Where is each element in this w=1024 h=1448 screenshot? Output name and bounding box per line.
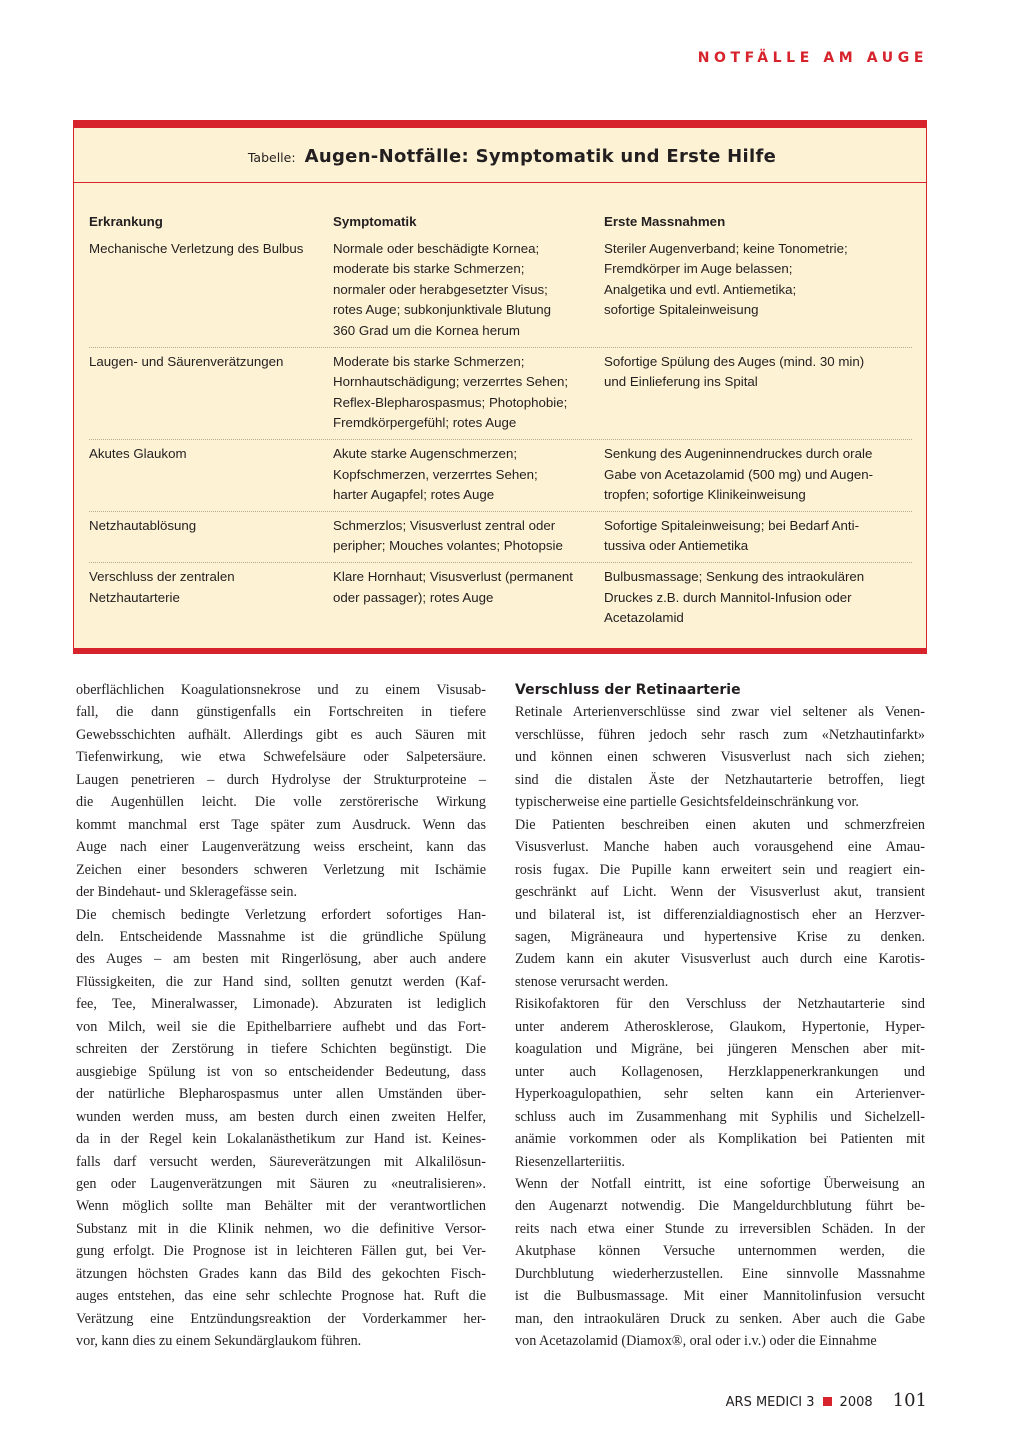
body-text-line: typischerweise eine partielle Gesichtsfeldeinschränkung vor. xyxy=(515,794,859,811)
body-text-line: stenose verursacht werden. xyxy=(515,973,669,990)
body-text-line: Zeichen einer besonders schweren Verletzung mit Ischämie xyxy=(76,861,486,878)
table-bottom-bar xyxy=(73,648,927,654)
body-text-line: schreiten der Zerstörung in tiefere Schichten begünstigt. Die xyxy=(76,1041,486,1058)
cell-line: Bulbusmassage; Senkung des intraokulären xyxy=(604,568,865,584)
running-head: NOTFÄLLE AM AUGE xyxy=(697,50,928,66)
cell-line: Senkung des Augeninnendruckes durch orale xyxy=(604,445,873,461)
table-cell xyxy=(333,567,604,629)
table-title xyxy=(0,146,1024,167)
table-row-bulbus-verletzung xyxy=(89,235,912,348)
body-text-line: der Bindehaut- und Skleragefässe sein. xyxy=(76,884,298,901)
body-text-line: deln. Entscheidende Massnahme ist die gründliche Spülung xyxy=(76,928,486,945)
body-text-line: die Augenhüllen leicht. Die volle zerstörerische Wirkung xyxy=(76,794,486,811)
cell-line: sofortige Spitaleinweisung xyxy=(604,302,759,318)
body-text-line: sind die distalen Äste der Netzhautarterie betroffen, liegt xyxy=(515,771,925,788)
journal-name: ARS MEDICI 3 xyxy=(725,1395,815,1410)
cell-line: Analgetika und evtl. Antiemetika; xyxy=(604,281,797,297)
cell-line: oder passager); rotes Auge xyxy=(333,589,494,605)
table-cell xyxy=(604,567,912,629)
table-cell xyxy=(333,516,604,557)
table-cell xyxy=(604,239,912,342)
body-text-line: oberflächlichen Koagulationsnekrose und zu einem Visusab- xyxy=(76,682,486,698)
cell-line: Acetazolamid xyxy=(604,610,684,626)
body-text-line: wunden werden muss, am besten durch einen zweiten Helfer, xyxy=(76,1108,486,1125)
body-text-line: Wenn möglich sollte man Behälter mit der verantwortlichen xyxy=(76,1198,486,1215)
cell-line: tropfen; sofortige Klinikeinweisung xyxy=(604,487,806,503)
body-text-line: verschlüsse, führen jedoch sehr rasch zum «Netzhautinfarkt» xyxy=(515,726,925,743)
body-text-line: ist die Bulbusmassage. Mit einer Mannitolinfusion versucht xyxy=(515,1288,925,1305)
footer-square-icon xyxy=(823,1397,832,1406)
body-text-line: Risikofaktoren für den Verschluss der Netzhautarterie sind xyxy=(515,996,925,1013)
body-text-line: der natürliche Blepharospasmus unter allen Umständen über- xyxy=(76,1086,486,1103)
table-cell xyxy=(89,516,333,557)
body-text-line: und bilateral ist, ist differenzialdiagnostisch eher an Herzver- xyxy=(515,906,925,923)
table-label: Tabelle: xyxy=(247,150,296,165)
table-row-veraetzung xyxy=(89,348,912,440)
left-column xyxy=(76,679,486,1353)
cell-line: Sofortige Spitaleinweisung; bei Bedarf Anti- xyxy=(604,517,860,533)
cell-line: Akutes Glaukom xyxy=(89,445,187,461)
header-symptomatik: Symptomatik xyxy=(333,214,417,229)
table-row-glaukom xyxy=(89,440,912,512)
body-text-line: den Augenarzt notwendig. Die Mangeldurchblutung führt be- xyxy=(515,1198,925,1215)
cell-line: Netzhautarterie xyxy=(89,589,180,605)
body-text-line: Gewebsschichten aufhält. Allerdings gibt es auch Säuren mit xyxy=(76,726,486,743)
cell-line: Mechanische Verletzung des Bulbus xyxy=(89,240,304,256)
body-text-line: und können einen schweren Visusverlust nach sich ziehen; xyxy=(515,749,925,766)
body-text-line: Retinale Arterienverschlüsse sind zwar viel seltener als Venen- xyxy=(515,704,925,721)
body-text-line: Die chemisch bedingte Verletzung erfordert sofortiges Han- xyxy=(76,906,486,923)
page-number: 101 xyxy=(892,1390,927,1411)
cell-line: Reflex-Blepharospasmus; Photophobie; xyxy=(333,394,568,410)
cell-line: Kopfschmerzen, verzerrtes Sehen; xyxy=(333,466,538,482)
body-text-line: Riesenzellarteriitis. xyxy=(515,1153,625,1170)
body-text-line: fall, die dann günstigenfalls ein Fortschreiten in tiefere xyxy=(76,704,486,721)
right-column xyxy=(515,679,925,1353)
cell-line: Schmerzlos; Visusverlust zentral oder xyxy=(333,517,556,533)
header-massnahmen: Erste Massnahmen xyxy=(604,214,726,229)
section-heading: Verschluss der Retinaarterie xyxy=(515,682,741,698)
cell-line: 360 Grad um die Kornea herum xyxy=(333,322,521,338)
journal-year: 2008 xyxy=(839,1395,873,1410)
table-cell xyxy=(604,516,912,557)
header-erkrankung: Erkrankung xyxy=(89,214,163,229)
body-text-line: Laugen penetrieren – durch Hydrolyse der Strukturproteine – xyxy=(76,771,486,788)
body-text-line: von Acetazolamid (Diamox®, oral oder i.v.) oder die Einnahme xyxy=(515,1333,877,1350)
table-cell xyxy=(89,444,333,506)
cell-line: normaler oder herabgesetzter Visus; xyxy=(333,281,548,297)
cell-line: und Einlieferung ins Spital xyxy=(604,374,758,390)
cell-line: Normale oder beschädigte Kornea; xyxy=(333,240,540,256)
body-text-line: Visusverlust. Manche haben auch vorausgehend eine Amau- xyxy=(515,839,925,856)
body-text-line: Tiefenwirkung, wie etwa Schwefelsäure oder Salpetersäure. xyxy=(76,749,486,766)
body-text-line: Hyperkoagulopathien, sehr selten kann ein Arterienver- xyxy=(515,1086,925,1103)
table-cell xyxy=(333,239,604,342)
table-cell xyxy=(89,567,333,629)
page-footer xyxy=(726,1390,927,1411)
body-text-line: kommt manchmal erst Tage später zum Ausdruck. Wenn das xyxy=(76,816,486,833)
body-text-line: falls darf versucht werden, Säureverätzungen mit Alkalilösun- xyxy=(76,1153,486,1170)
body-text-line: koagulation und Migräne, bei jüngeren Menschen aber mit- xyxy=(515,1041,925,1058)
body-text-line: Verätzung eine Entzündungsreaktion der Vorderkammer her- xyxy=(76,1310,486,1327)
body-text-line: rosis fugax. Die Pupille kann erweitert sein und reagiert ein- xyxy=(515,861,925,878)
cell-line: rotes Auge; subkonjunktivale Blutung xyxy=(333,302,552,318)
cell-line: Laugen- und Säurenverätzungen xyxy=(89,353,284,369)
body-text-line: ätzungen höchsten Grades kann das Bild des gekochten Fisch- xyxy=(76,1265,486,1282)
body-text-line: gen oder Laugenverätzungen mit Säuren zu «neutralisieren». xyxy=(76,1175,486,1192)
cell-line: harter Augapfel; rotes Auge xyxy=(333,487,495,503)
body-text-line: Zudem kann ein akuter Visusverlust auch durch eine Karotis- xyxy=(515,951,925,968)
symptom-table xyxy=(89,208,912,634)
cell-line: Netzhautablösung xyxy=(89,517,197,533)
cell-line: tussiva oder Antiemetika xyxy=(604,538,749,554)
cell-line: Verschluss der zentralen xyxy=(89,568,235,584)
cell-line: Sofortige Spülung des Auges (mind. 30 min) xyxy=(604,353,865,369)
table-cell xyxy=(604,444,912,506)
body-text-line: Auge nach einer Laugenverätzung weiss erscheint, kann das xyxy=(76,839,486,856)
cell-line: Druckes z.B. durch Mannitol-Infusion oder xyxy=(604,589,852,605)
cell-line: Fremdkörper im Auge belassen; xyxy=(604,261,793,277)
cell-line: Gabe von Acetazolamid (500 mg) und Augen- xyxy=(604,466,874,482)
body-text-line: vor, kann dies zu einem Sekundärglaukom führen. xyxy=(76,1333,362,1350)
body-text-line: geschränkt auf Licht. Wenn der Visusverlust akut, transient xyxy=(515,884,925,901)
body-text-line: unter auch Kollagenosen, Herzklappenerkrankungen und xyxy=(515,1063,925,1080)
body-text-line: gung erfolgt. Die Prognose ist in leichteren Fällen gut, bei Ver- xyxy=(76,1243,486,1260)
table-top-bar xyxy=(73,120,927,128)
cell-line: Klare Hornhaut; Visusverlust (permanent xyxy=(333,568,573,584)
cell-line: moderate bis starke Schmerzen; xyxy=(333,261,525,277)
body-text-line: man, den intraokulären Druck zu senken. Aber auch die Gabe xyxy=(515,1310,925,1327)
body-text-line: da in der Regel kein Lokalanästhetikum zur Hand ist. Keines- xyxy=(76,1131,486,1148)
body-text-line: sagen, Migräneaura und hypertensive Krise zu denken. xyxy=(515,928,925,945)
cell-line: Steriler Augenverband; keine Tonometrie; xyxy=(604,240,848,256)
table-cell xyxy=(333,444,604,506)
table-heading: Augen-Notfälle: Symptomatik und Erste Hilfe xyxy=(304,146,777,167)
table-title-rule xyxy=(74,182,927,183)
body-text-line: Die Patienten beschreiben einen akuten und schmerzfreien xyxy=(515,816,925,833)
body-text-line: Substanz mit in die Klinik nehmen, wo die definitive Versor- xyxy=(76,1220,486,1237)
cell-line: peripher; Mouches volantes; Photopsie xyxy=(333,538,563,554)
body-text-line: unter anderem Atherosklerose, Glaukom, Hypertonie, Hyper- xyxy=(515,1018,925,1035)
table-cell xyxy=(333,352,604,434)
body-text-line: anämie vorkommen oder als Komplikation bei Patienten mit xyxy=(515,1131,925,1148)
body-text-line: reits nach etwa einer Stunde zu irreversiblen Schäden. In der xyxy=(515,1220,925,1237)
body-text-line: von Milch, weil sie die Epithelbarriere aufhebt und das Fort- xyxy=(76,1018,486,1035)
table-cell xyxy=(604,352,912,434)
body-text-line: schluss auch im Zusammenhang mit Syphilis und Sichelzell- xyxy=(515,1108,925,1125)
body-text-line: fee, Tee, Mineralwasser, Limonade). Abzuraten ist lediglich xyxy=(76,996,486,1013)
body-text-line: des Auges – am besten mit Ringerlösung, aber auch andere xyxy=(76,951,486,968)
body-text-line: Akutphase können Versuche unternommen werden, die xyxy=(515,1243,925,1260)
table-header-row xyxy=(89,208,912,235)
body-text-line: Wenn der Notfall eintritt, ist eine sofortige Überweisung an xyxy=(515,1175,925,1192)
cell-line: Hornhautschädigung; verzerrtes Sehen; xyxy=(333,374,569,390)
cell-line: Akute starke Augenschmerzen; xyxy=(333,445,518,461)
table-cell xyxy=(89,352,333,434)
body-text-line: Flüssigkeiten, die zur Hand sind, sollten genutzt werden (Kaf- xyxy=(76,973,486,990)
cell-line: Fremdkörpergefühl; rotes Auge xyxy=(333,415,517,431)
body-text-line: auges entstehen, das eine sehr schlechte Prognose hat. Ruft die xyxy=(76,1288,486,1305)
table-row-arterienverschluss xyxy=(89,563,912,634)
cell-line: Moderate bis starke Schmerzen; xyxy=(333,353,525,369)
body-text-line: ausgiebige Spülung ist von so entscheidender Bedeutung, dass xyxy=(76,1063,486,1080)
body-text-line: Durchblutung wiederherzustellen. Eine sinnvolle Massnahme xyxy=(515,1265,925,1282)
table-cell xyxy=(89,239,333,342)
table-row-netzhautabloesung xyxy=(89,512,912,563)
